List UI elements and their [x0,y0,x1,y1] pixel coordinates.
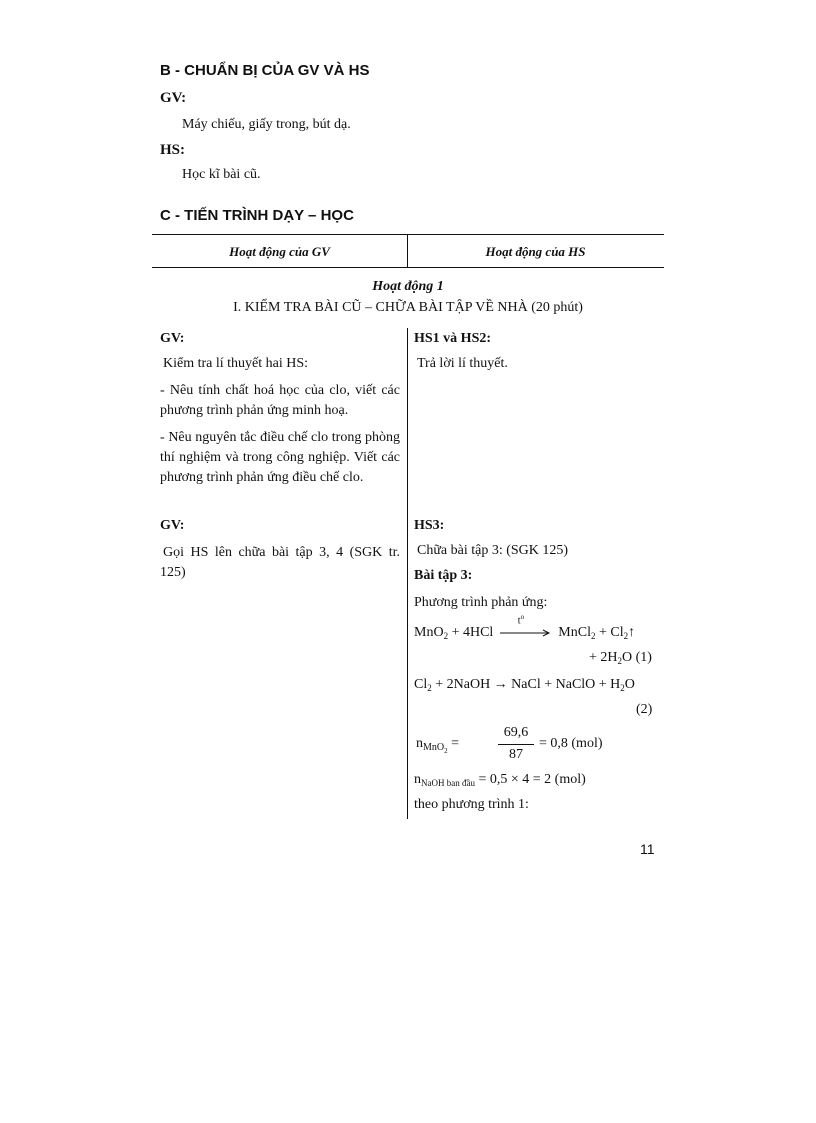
column-divider [407,328,408,819]
hs12-label: HS1 và HS2: [414,331,492,346]
n-naoh: $n_{NaOH ban đầu} = 0,5 \times 4 = 2$ (mol) [414,772,586,788]
fraction-bar [498,744,534,745]
gv-preparation: Máy chiếu, giấy trong, bút dạ. [182,117,351,132]
gv2-text: Gọi HS lên chữa bài tập 3, 4 (SGK tr. 125) [160,545,400,580]
equation-1-continued: + $2H_2O$ (1) [589,650,652,666]
gv1-item-1: - Nêu tính chất hoá học của clo, viết các phương trình phản ứng minh hoạ. [160,383,400,418]
hs-label: HS: [160,142,186,158]
section-b-heading: B - CHUẨN BỊ CỦA GV VÀ HS [160,62,370,79]
fraction-numerator: 69,6 [503,725,529,740]
gv2-label: GV: [160,518,185,533]
table-top-rule [152,234,664,235]
gv-label: GV: [160,90,187,106]
equation-1: MnO$_2$ + 4HCl $t^o$ MnCl$_2$ + $Cl_2↑$ [414,613,636,641]
gv1-intro: Kiểm tra lí thuyết hai HS: [163,356,309,371]
equation-intro: Phương trình phản ứng: [414,595,548,610]
heat-arrow: $t^o$ [500,625,552,641]
equation-2: $Cl_2$ + 2NaOH → NaCl + NaClO + $H_2O$ [414,677,635,693]
gv1-label: GV: [160,331,185,346]
gas-arrow-icon: ↑ [628,625,636,640]
n-mno2-label: $n_{MnO_2}$ = [416,736,460,755]
reaction-arrow-icon [500,628,552,638]
hs12-text: Trả lời lí thuyết. [417,356,508,371]
hs3-text: Chữa bài tập 3: (SGK 125) [417,543,569,558]
column-header-gv: Hoạt động của GV [229,244,330,259]
fraction-denominator: 87 [509,747,523,762]
hs3-label: HS3: [414,518,445,533]
table-header-rule [152,267,664,268]
gv1-item-2: - Nêu nguyên tắc điều chế clo trong phòng thí nghiệm và trong công nghiệp. Viết các phương trình phản ứng điều chế clo. [160,430,400,485]
column-header-hs: Hoạt động của HS [485,244,586,259]
activity-title: Hoạt động 1 [372,279,444,294]
n-mno2-result: = 0,8 (mol) [539,736,603,751]
according-to-equation: theo phương trình 1: [414,797,529,812]
page-number: 11 [640,841,655,857]
section-c-heading: C - TIẾN TRÌNH DẠY – HỌC [160,207,354,224]
equation-2-number: (2) [636,702,653,717]
hs-preparation: Học kĩ bài cũ. [182,167,261,182]
activity-subtitle: I. KIỂM TRA BÀI CŨ – CHỮA BÀI TẬP VỀ NHÀ (20 phút) [233,300,583,315]
exercise-label: Bài tập 3: [414,568,473,583]
